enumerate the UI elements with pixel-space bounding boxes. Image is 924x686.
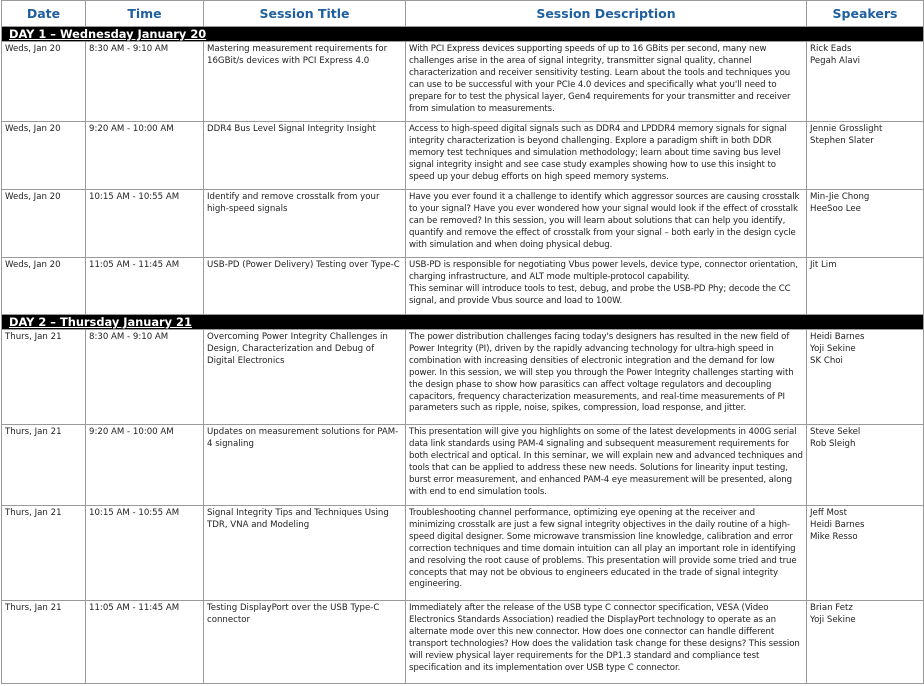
header-time: Time <box>86 1 204 27</box>
session-speakers <box>807 506 924 601</box>
table-row <box>2 258 924 315</box>
session-description: Access to high-speed digital signals such as DDR4 and LPDDR4 memory signals for signal integrity characterization is beyond challenging. Explore a paradigm shift in both DDR memory test techniques and simulation methodology; learn about time saving bus level signal integrity insight and see case study examples showing how to use this insight to speed up your debug efforts on high speed memory systems. <box>406 122 807 190</box>
session-title: Testing DisplayPort over the USB Type-C connector <box>204 601 406 684</box>
session-description: Have you ever found it a challenge to identify which aggressor sources are causing crosstalk to your signal? Have you ever wondered how your signal would look if the effect of crosstalk can be removed? In this session, you will learn about solutions that can help you identify, quantify and remove the effect of crosstalk from your signal – both early in the design cycle with simulation and when doing physical debug. <box>406 190 807 258</box>
header-date: Date <box>2 1 86 27</box>
speaker-name: Jit Lim <box>810 260 837 270</box>
session-title: Mastering measurement requirements for 16GBit/s devices with PCI Express 4.0 <box>204 42 406 122</box>
session-schedule-table <box>1 0 924 684</box>
session-date: Weds, Jan 20 <box>2 258 86 315</box>
session-time: 9:20 AM - 10:00 AM <box>86 425 204 506</box>
day-1-label: DAY 1 – Wednesday January 20 <box>9 27 207 41</box>
session-date: Thurs, Jan 21 <box>2 601 86 684</box>
session-date: Weds, Jan 20 <box>2 190 86 258</box>
speaker-name: Heidi Barnes <box>810 519 865 530</box>
session-description: The power distribution challenges facing today's designers has resulted in the new field of Power Integrity (PI), driven by the rapidly advancing technology for ultra-high speed in combination with increasing densities of electronic integration and the demand for low power. In this session, we will step you through the Power Integrity challenges starting with the design phase to show how parasitics can affect voltage regulators and decoupling capacitors, frequency characterization measurements, and real-time measurements of PI parameters such as ripple, noise, spikes, compression, load response, and jitter. <box>406 330 807 425</box>
session-time: 10:15 AM - 10:55 AM <box>86 506 204 601</box>
table-row <box>2 425 924 506</box>
session-speakers <box>807 601 924 684</box>
session-title: Updates on measurement solutions for PAM-4 signaling <box>204 425 406 506</box>
session-title: Overcoming Power Integrity Challenges in Design, Characterization and Debug of Digital Electronics <box>204 330 406 425</box>
day-2-label: DAY 2 – Thursday January 21 <box>9 315 192 329</box>
session-description <box>406 258 807 315</box>
table-row <box>2 330 924 425</box>
session-speakers <box>807 425 924 506</box>
speaker-name: Stephen Slater <box>810 135 874 146</box>
session-time: 11:05 AM - 11:45 AM <box>86 601 204 684</box>
speaker-name: HeeSoo Lee <box>810 203 861 214</box>
session-description: This presentation will give you highlights on some of the latest developments in 400G serial data link standards using PAM-4 signaling and subsequent measurement requirements for both electrical and optical. In this seminar, we will explain new and advanced techniques and tools that can be applied to address these new needs. Solutions for linearity input testing, burst error measurement, and enhanced PAM-4 eye measurement will be presented, along with end to end simulation tools. <box>406 425 807 506</box>
speaker-name: Yoji Sekine <box>810 343 856 354</box>
speaker-name: Heidi Barnes <box>810 332 865 342</box>
session-date: Weds, Jan 20 <box>2 42 86 122</box>
speaker-name: Min-Jie Chong <box>810 192 870 202</box>
speaker-name: SK Choi <box>810 355 843 366</box>
session-title: USB-PD (Power Delivery) Testing over Type-C <box>204 258 406 315</box>
session-description: With PCI Express devices supporting speeds of up to 16 GBits per second, many new challenges arise in the area of signal integrity, transmitter signal quality, channel characterization and receiver sensitivity testing. Learn about the tools and techniques you can use to be successful with your PCIe 4.0 devices and specifically what you'll need to prepare for to test the physical layer, Gen4 requirements for your transmitter and receiver from simulation to measurements. <box>406 42 807 122</box>
session-time: 8:30 AM - 9:10 AM <box>86 330 204 425</box>
speaker-name: Rick Eads <box>810 44 852 54</box>
speaker-name: Mike Resso <box>810 531 858 542</box>
session-title: DDR4 Bus Level Signal Integrity Insight <box>204 122 406 190</box>
session-time: 9:20 AM - 10:00 AM <box>86 122 204 190</box>
session-date: Thurs, Jan 21 <box>2 425 86 506</box>
speaker-name: Pegah Alavi <box>810 55 861 66</box>
session-speakers <box>807 122 924 190</box>
session-title: Signal Integrity Tips and Techniques Using TDR, VNA and Modeling <box>204 506 406 601</box>
session-description: Troubleshooting channel performance, optimizing eye opening at the receiver and minimizing crosstalk are just a few signal integrity objectives in the daily routine of a high-speed digital designer. Some microwave transmission line knowledge, calibration and error correction techniques and time domain intuition can all play an important role in identifying and resolving the root cause of problems. This presentation will provide some tried and true concepts that may not be obvious to engineers educated in the trade of signal integrity engineering. <box>406 506 807 601</box>
session-speakers <box>807 258 924 315</box>
description-paragraph: This seminar will introduce tools to test, debug, and probe the USB-PD Phy; decode the CC signal, and provide Vbus source and load to 100W. <box>409 283 791 306</box>
table-row <box>2 506 924 601</box>
table-row <box>2 42 924 122</box>
session-speakers <box>807 330 924 425</box>
header-speakers: Speakers <box>807 1 924 27</box>
speaker-name: Jennie Grosslight <box>810 124 883 134</box>
session-time: 11:05 AM - 11:45 AM <box>86 258 204 315</box>
speaker-name: Yoji Sekine <box>810 614 856 625</box>
speaker-name: Rob Sleigh <box>810 438 856 449</box>
session-speakers <box>807 42 924 122</box>
session-date: Thurs, Jan 21 <box>2 330 86 425</box>
speaker-name: Steve Sekel <box>810 427 861 437</box>
session-date: Weds, Jan 20 <box>2 122 86 190</box>
table-row <box>2 601 924 684</box>
session-time: 8:30 AM - 9:10 AM <box>86 42 204 122</box>
table-row <box>2 122 924 190</box>
header-row <box>2 1 924 27</box>
speaker-name: Brian Fetz <box>810 603 853 613</box>
session-time: 10:15 AM - 10:55 AM <box>86 190 204 258</box>
speaker-name: Jeff Most <box>810 508 847 518</box>
session-speakers <box>807 190 924 258</box>
day-2-banner <box>2 315 924 330</box>
day-1-banner <box>2 27 924 42</box>
session-description: Immediately after the release of the USB type C connector specification, VESA (Video Electronics Standards Association) readied the DisplayPort technology to operate as an alternate mode over this new connector. How does one connector can handle different transport technologies? How does the validation task change for these designs? This session will review physical layer requirements for the DP1.3 standard and compliance test specification and its implementation over USB type C connector. <box>406 601 807 684</box>
table-row <box>2 190 924 258</box>
description-paragraph: USB-PD is responsible for negotiating Vbus power levels, device type, connector orientation, charging infrastructure, and ALT mode multiple-protocol capability. <box>409 260 798 282</box>
session-date: Thurs, Jan 21 <box>2 506 86 601</box>
header-session-title: Session Title <box>204 1 406 27</box>
header-session-description: Session Description <box>406 1 807 27</box>
session-title: Identify and remove crosstalk from your high-speed signals <box>204 190 406 258</box>
